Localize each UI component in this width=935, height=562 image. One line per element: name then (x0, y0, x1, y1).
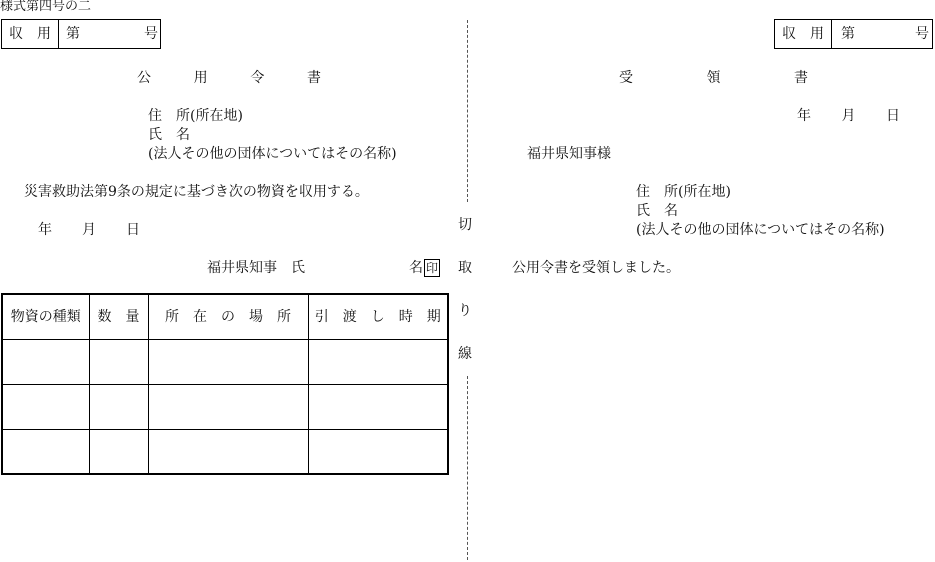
receipt-box-label: 収 用 (775, 20, 832, 48)
cut-line-dashes-bottom (467, 376, 468, 560)
title-char: 令 (250, 70, 265, 86)
cut-line-char: 切 (458, 217, 472, 233)
header-goods-type: 物資の種類 (2, 294, 89, 339)
goods-table (1, 293, 449, 475)
table-cell (148, 384, 308, 429)
table-cell (308, 429, 448, 474)
right-receipt-number-box (774, 19, 933, 49)
table-cell (148, 339, 308, 384)
receipt-number-suffix: 号 (144, 26, 158, 42)
title-char: 書 (306, 70, 321, 86)
title-char: 用 (193, 70, 208, 86)
sender-entity-note: (法人その他の団体についてはその名称) (636, 222, 885, 238)
table-cell (308, 339, 448, 384)
seal-mark: 印 (425, 261, 438, 275)
issue-date (38, 222, 140, 238)
receipt-number-cell (59, 20, 160, 48)
recipient-name-label: 氏 名 (148, 127, 190, 143)
cut-line-dashes-top (467, 20, 468, 202)
table-row (2, 339, 448, 384)
date-day: 日 (886, 108, 900, 124)
title-char: 書 (794, 70, 808, 86)
table-row (2, 384, 448, 429)
table-row (2, 429, 448, 474)
table-cell (89, 339, 148, 384)
receipt-statement: 公用令書を受領しました。 (512, 260, 680, 276)
date-month: 月 (841, 108, 856, 124)
date-year: 年 (38, 222, 52, 238)
receipt-number-prefix: 第 (841, 26, 855, 42)
title-char: 公 (137, 70, 151, 86)
date-year: 年 (797, 108, 811, 124)
header-location: 所 在 の 場 所 (148, 294, 308, 339)
date-day: 日 (126, 222, 140, 238)
table-cell (2, 429, 89, 474)
table-cell (148, 429, 308, 474)
cut-line-char: り (458, 303, 472, 319)
requisition-statement: 災害救助法第9条の規定に基づき次の物資を収用する。 (24, 184, 369, 200)
table-cell (308, 384, 448, 429)
header-delivery-time: 引 渡 し 時 期 (308, 294, 448, 339)
table-cell (2, 339, 89, 384)
receipt-number-suffix: 号 (915, 26, 929, 42)
requisition-order-title (137, 70, 321, 86)
receipt-number-prefix: 第 (66, 26, 80, 42)
receipt-addressee: 福井県知事様 (527, 146, 611, 162)
issuer-title: 福井県知事 氏 (207, 260, 305, 276)
sender-name-label: 氏 名 (636, 203, 678, 219)
table-cell (89, 429, 148, 474)
receipt-number-cell (832, 20, 932, 48)
cut-line-char: 線 (458, 346, 472, 362)
table-cell (2, 384, 89, 429)
title-char: 領 (706, 70, 721, 86)
sender-address-label: 住 所(所在地) (636, 184, 731, 200)
table-header-row (2, 294, 448, 339)
form-number: 様式第四号の二 (0, 0, 92, 14)
table-cell (89, 384, 148, 429)
date-month: 月 (82, 222, 96, 238)
receipt-title (619, 70, 808, 86)
header-quantity: 数 量 (89, 294, 148, 339)
cut-line-char: 取 (458, 260, 472, 276)
recipient-address-label: 住 所(所在地) (148, 108, 243, 124)
receipt-box-label: 収 用 (2, 20, 59, 48)
recipient-entity-note: (法人その他の団体についてはその名称) (148, 146, 397, 162)
receipt-date (797, 108, 900, 124)
title-char: 受 (619, 70, 633, 86)
issuer-name-suffix: 名 (409, 260, 423, 276)
left-receipt-number-box (1, 19, 161, 49)
